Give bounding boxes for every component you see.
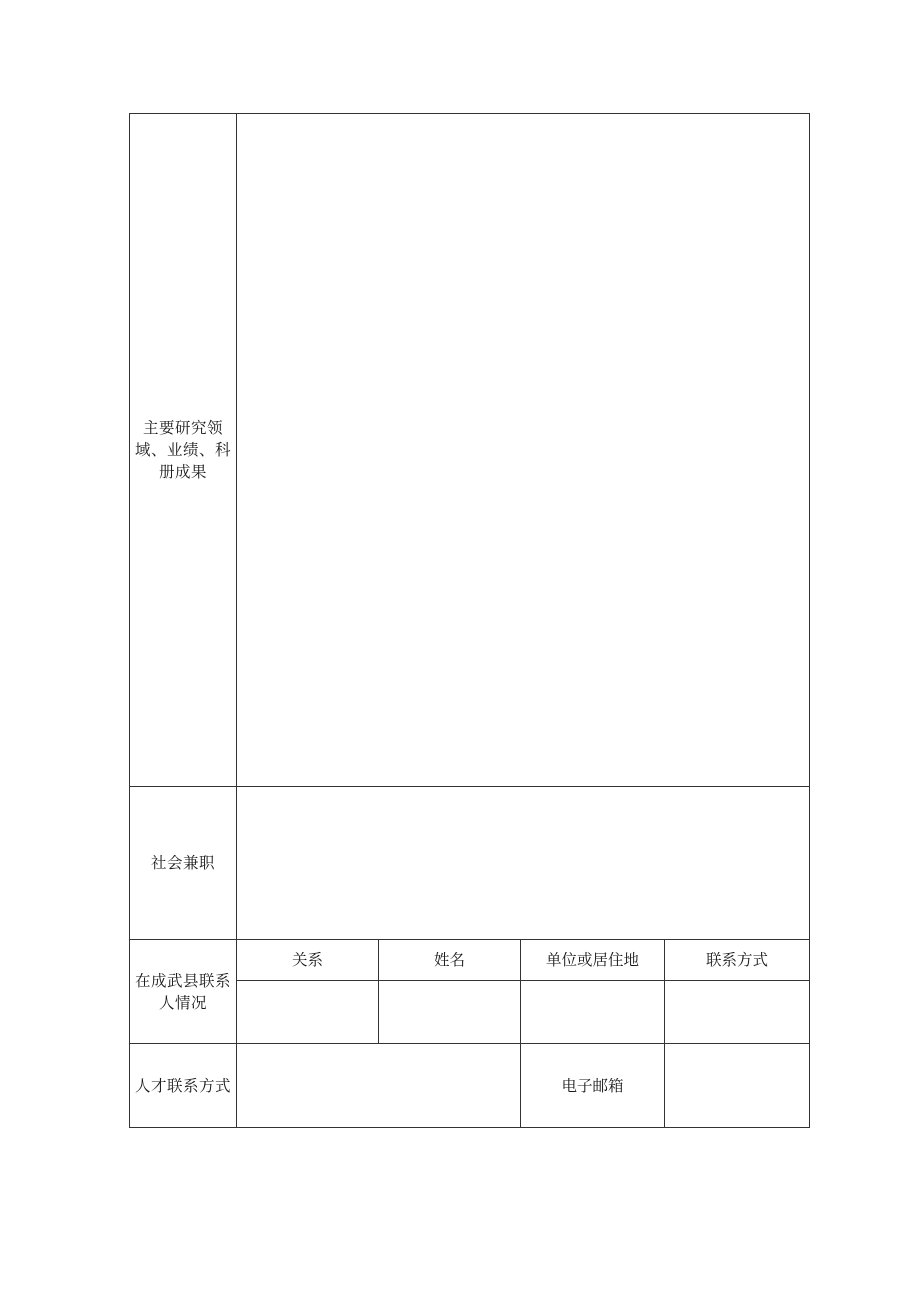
contacts-header-row xyxy=(130,940,810,981)
research-label-cell xyxy=(130,114,237,787)
email-label: 电子邮箱 xyxy=(521,1044,665,1128)
email-field[interactable] xyxy=(665,1044,810,1128)
name-header: 姓名 xyxy=(379,940,521,981)
research-label-line-3: 册成果 xyxy=(158,463,207,481)
social-label: 社会兼职 xyxy=(130,787,237,940)
contact-field[interactable] xyxy=(665,981,810,1044)
name-field[interactable] xyxy=(379,981,521,1044)
research-label-line-1: 主要研究领 xyxy=(142,419,223,437)
contacts-label-line-1: 在成武县联系 xyxy=(134,971,231,990)
relation-field[interactable] xyxy=(237,981,379,1044)
talent-info-form xyxy=(129,113,810,1128)
research-content-field[interactable] xyxy=(237,114,810,787)
contact-header: 联系方式 xyxy=(665,940,810,981)
research-label-line-2: 域、业绩、科 xyxy=(134,441,231,459)
research-row xyxy=(130,114,810,787)
talent-contact-field[interactable] xyxy=(237,1044,521,1128)
unit-field[interactable] xyxy=(521,981,665,1044)
social-content-field[interactable] xyxy=(237,787,810,940)
contacts-label-cell xyxy=(130,940,237,1044)
unit-header: 单位或居住地 xyxy=(521,940,665,981)
relation-header: 关系 xyxy=(237,940,379,981)
talent-contact-label: 人才联系方式 xyxy=(130,1044,237,1128)
talent-contact-row xyxy=(130,1044,810,1128)
contacts-label-line-2: 人情况 xyxy=(158,993,207,1012)
social-row xyxy=(130,787,810,940)
